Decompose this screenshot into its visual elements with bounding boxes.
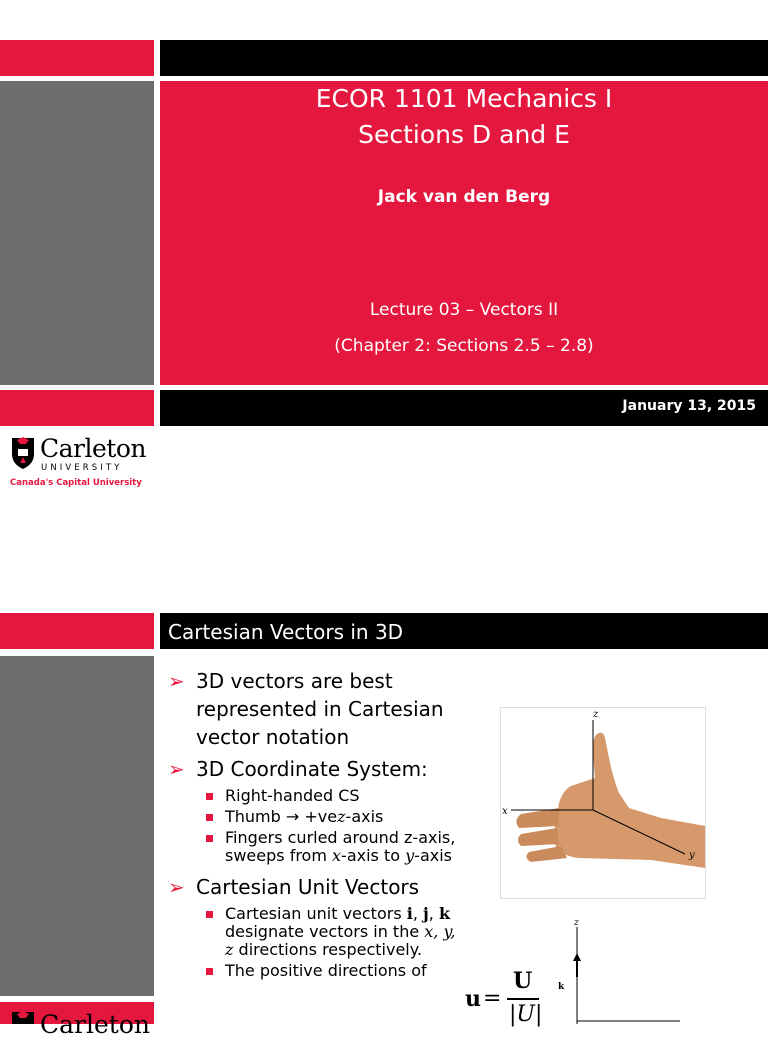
bullet-unit-text: Cartesian Unit Vectors [196, 875, 420, 899]
chapter-reference: (Chapter 2: Sections 2.5 – 2.8) [334, 336, 594, 356]
math-bold-var: j [423, 904, 429, 923]
top-left-red-block [0, 40, 154, 76]
x-axis-label: x [502, 806, 508, 817]
author-name: Jack van den Berg [377, 187, 551, 207]
bullet-coordinate-text: 3D Coordinate System: [196, 757, 428, 781]
square-bullet-icon [206, 814, 213, 821]
right-hand-rule-figure [500, 707, 706, 899]
sub-bullet-text: The positive directions of [225, 961, 427, 980]
arrow-bullet-icon: ➢ [168, 757, 185, 781]
math-var: y [405, 846, 415, 865]
z-axis-label: z [574, 918, 579, 928]
square-bullet-icon [206, 911, 213, 918]
sub-bullet-text: Thumb [225, 807, 281, 826]
unit-vector-axes-figure [540, 915, 700, 1024]
bullet-list [168, 667, 468, 983]
math-bold-var: i [406, 904, 413, 923]
bottom-left-red-block [0, 390, 154, 426]
sub-bullet-text: Fingers curled around z-axis, sweeps from [225, 828, 456, 865]
sub-bullet-text: -axis [345, 807, 384, 826]
bullet-unit-vectors [168, 873, 468, 901]
z-axis-label: z [593, 709, 599, 720]
sub-bullet-fingers [168, 829, 468, 865]
carleton-logo [10, 434, 150, 494]
bullet-vectors-text: 3D vectors are best represented in Cartesian vector notation [196, 669, 444, 749]
formula-equals: = [483, 986, 502, 1011]
right-hand-rule-illustration [501, 708, 705, 898]
k-label: k [558, 982, 565, 992]
sub-bullet-thumb [168, 808, 468, 826]
slide2-left-red-block [0, 613, 154, 649]
k-arrowhead-icon [573, 953, 581, 961]
sub-bullet-right-handed [168, 787, 468, 805]
sub-bullet-unit-vectors: Cartesian unit vectors i, j, k designate vectors in the x, y, z directions respectively. [168, 905, 468, 959]
formula-lhs: u [465, 986, 481, 1012]
lecture-date: January 13, 2015 [622, 398, 756, 414]
formula-fraction-bar [507, 998, 539, 1000]
math-var: x, y, z [225, 922, 456, 959]
sub-bullet-text: -axis to [341, 846, 401, 865]
carleton-crest-icon-bottom [10, 1010, 36, 1024]
slide2-grey-sidebar [0, 656, 154, 996]
course-title: ECOR 1101 Mechanics I [315, 84, 613, 113]
bullet-vectors [168, 667, 468, 751]
logo-tagline: Canada's Capital University [10, 478, 142, 488]
y-axis-label: y [689, 850, 695, 861]
sub-bullet-positive-directions [168, 962, 468, 980]
math-bold-var: k [438, 904, 451, 923]
square-bullet-icon [206, 835, 213, 842]
math-var: z [337, 807, 346, 826]
top-black-band [160, 40, 768, 76]
square-bullet-icon [206, 793, 213, 800]
square-bullet-icon [206, 968, 213, 975]
sub-bullet-text: designate vectors in the [225, 922, 420, 941]
arrow-bullet-icon: ➢ [168, 669, 185, 693]
left-grey-sidebar [0, 81, 154, 385]
bullet-coordinate-system [168, 755, 468, 783]
sub-bullet-text: Cartesian unit vectors [225, 904, 402, 923]
sub-bullet-text: -axis [414, 846, 452, 865]
sub-bullet-text: +ve [304, 807, 338, 826]
carleton-crest-icon [10, 436, 36, 470]
sections-subtitle: Sections D and E [358, 120, 570, 149]
slide2-title: Cartesian Vectors in 3D [168, 620, 404, 644]
logo-university: UNIVERSITY [41, 463, 123, 473]
formula-denominator: |U| [509, 1002, 543, 1027]
logo-wordmark-bottom: Carleton [40, 1010, 150, 1039]
math-var: x [332, 846, 342, 865]
sub-bullet-text: directions respectively. [238, 940, 423, 959]
logo-wordmark: Carleton [40, 434, 146, 463]
lecture-title: Lecture 03 – Vectors II [369, 300, 559, 320]
arrow-bullet-icon: ➢ [168, 875, 185, 899]
sub-bullet-text: Right-handed CS [225, 786, 360, 805]
formula-numerator: U [513, 968, 533, 994]
right-arrow-icon: → [285, 807, 300, 826]
